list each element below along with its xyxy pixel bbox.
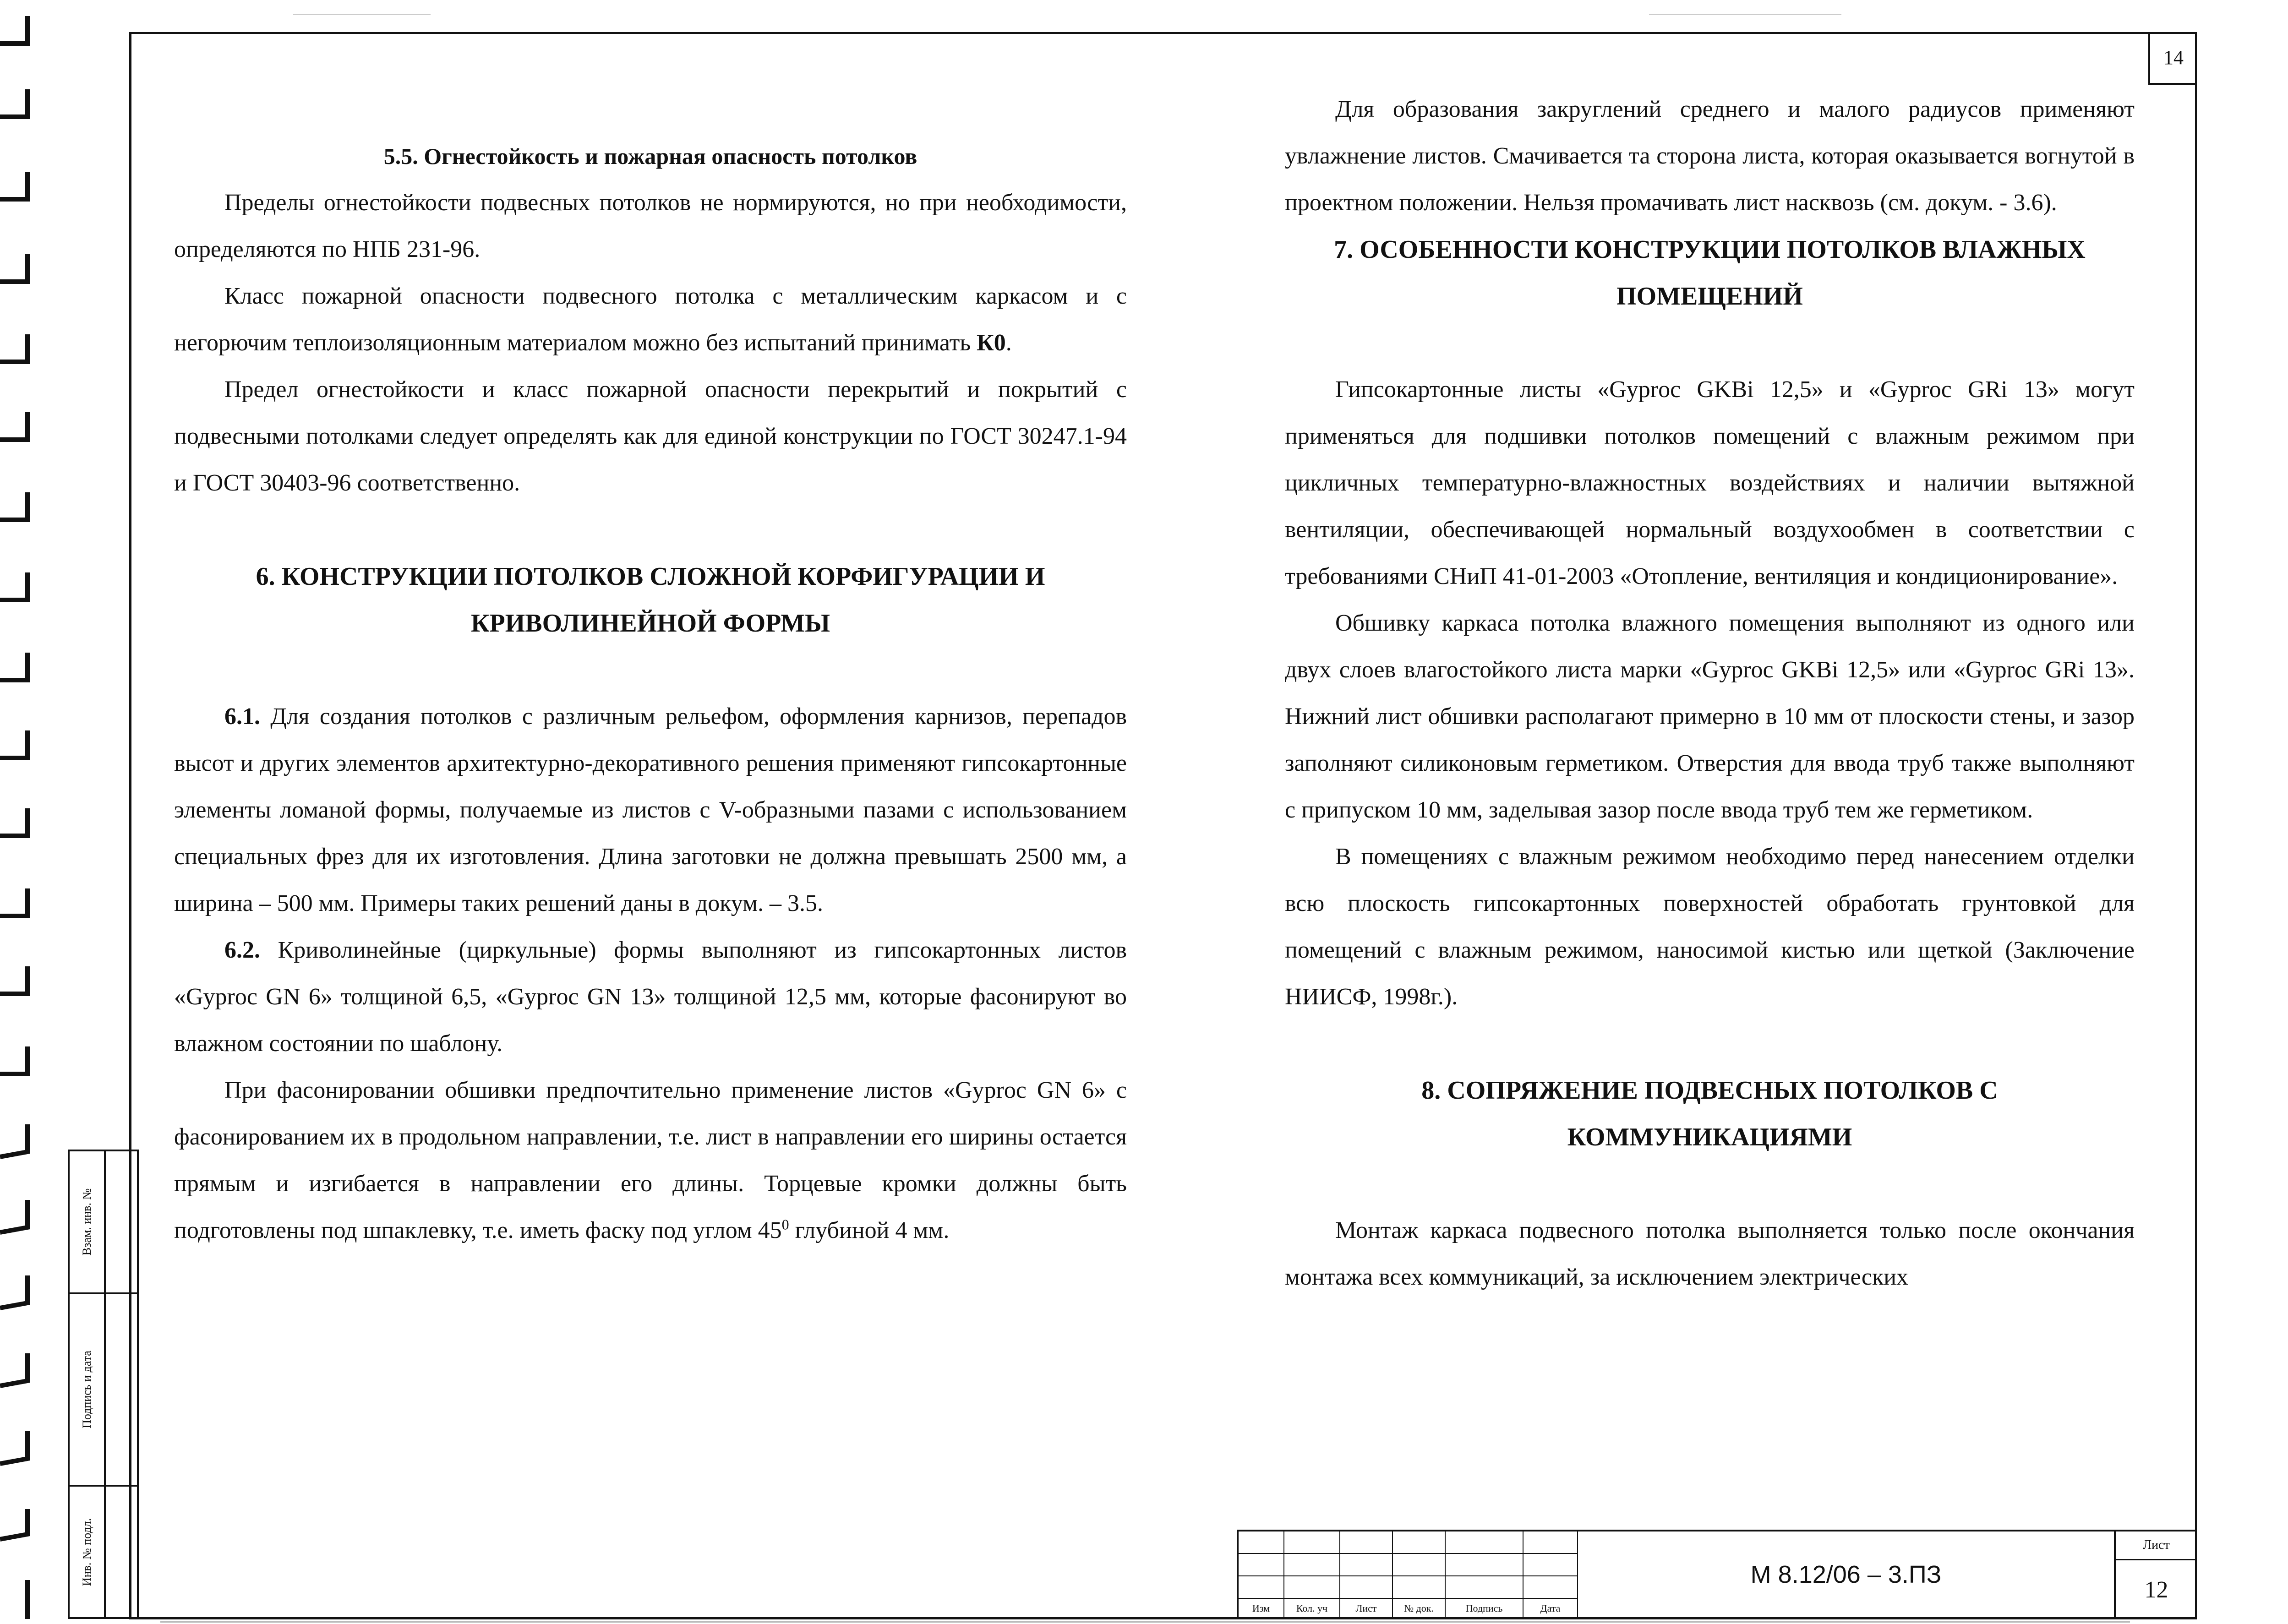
section-6-title-line1: 6. КОНСТРУКЦИИ ПОТОЛКОВ СЛОЖНОЙ КОРФИГУРАЦИИ И (256, 562, 1045, 591)
title-block-row (1239, 1531, 1578, 1554)
side-stamp (68, 1150, 139, 1619)
page-number: 14 (2148, 32, 2197, 85)
header-izm: Изм (1239, 1599, 1284, 1618)
sheet-label: Лист (2116, 1531, 2197, 1560)
stamp-cell-signature-date (70, 1294, 137, 1487)
stamp-label: Подпись и дата (80, 1351, 93, 1428)
paragraph-6-1 (174, 693, 1127, 927)
paragraph-6-2 (174, 927, 1127, 1067)
paragraph: Для образования закруглений среднего и малого радиусов применяют увлажнение листов. Смачивается та сторона листа, которая оказывается вогнутой в проектном положении. Нельзя промачивать лист насквозь (см. докум. - 3.6). (1285, 96, 2135, 216)
section-6-title-line2: КРИВОЛИНЕЙНОЙ ФОРМЫ (470, 609, 830, 638)
sheet-number: 12 (2144, 1576, 2168, 1603)
paragraph-text: Криволинейные (циркульные) формы выполняют из гипсокартонных листов «Gyproc GN 6» толщиной 6,5, «Gyproc GN 13» толщиной 12,5 мм, которые фасонируют во влажном состоянии по шаблону. (174, 937, 1127, 1057)
clause-number: 6.2. (224, 937, 260, 963)
scan-artifact-line (1649, 14, 1841, 15)
paragraph-text: Класс пожарной опасности подвесного потолка с металлическим каркасом и с негорючим теплоизоляционным материалом можно без испытаний принимать (174, 283, 1127, 356)
paragraph (174, 1067, 1127, 1254)
section-8-title-line1: 8. СОПРЯЖЕНИЕ ПОДВЕСНЫХ ПОТОЛКОВ С (1421, 1076, 1998, 1105)
section-8-title-line2: КОММУНИКАЦИЯМИ (1567, 1123, 1852, 1151)
section-7-title-line1: 7. ОСОБЕННОСТИ КОНСТРУКЦИИ ПОТОЛКОВ ВЛАЖНЫХ (1334, 235, 2086, 264)
fire-class-value: К0 (977, 330, 1006, 356)
paragraph-text: Для создания потолков с различным рельефом, оформления карнизов, перепадов высот и других элементов архитектурно-декоративного решения применяют гипсокартонные элементы ломаной формы, получаемые из листов с V-образными пазами с использованием специальных фрез для их изготовления. Длина заготовки не должна превышать 2500 мм, а ширина – 500 мм. Примеры таких решений даны в докум. – 3.5. (174, 703, 1127, 916)
header-kol-uch: Кол. уч (1284, 1599, 1340, 1618)
stamp-label: Взам. инв. № (80, 1188, 93, 1256)
paragraph: Гипсокартонные листы «Gyproc GKBi 12,5» и «Gyproc GRi 13» могут применяться для подшивки потолков помещений с влажным режимом при цикличных температурно-влажностных воздействиях и наличии вытяжной вентиляции, обеспечивающей нормальный воздухообмен в соответствии с требованиями СНиП 41-01-2003 «Отопление, вентиляция и кондиционирование». (1285, 376, 2135, 589)
stamp-label: Инв. № подл. (80, 1518, 93, 1586)
paragraph-text: . (1005, 330, 1012, 356)
scan-artifact-line (293, 14, 431, 15)
paragraph: В помещениях с влажным режимом необходимо перед нанесением отделки всю плоскость гипсокартонных поверхностей обработать грунтовкой для помещений с влажным режимом, наносимой кистью или щеткой (Заключение НИИСФ, 1998г.). (1285, 844, 2135, 1010)
paragraph: Предел огнестойкости и класс пожарной опасности перекрытий и покрытий с подвесными потолками следует определять как для единой конструкции по ГОСТ 30247.1-94 и ГОСТ 30403-96 соответственно. (174, 376, 1127, 496)
paragraph (174, 273, 1127, 366)
clause-number: 6.1. (224, 703, 260, 730)
left-column (174, 133, 1127, 1254)
header-date: Дата (1524, 1599, 1578, 1618)
title-block-row (1239, 1554, 1578, 1576)
paragraph: Обшивку каркаса потолка влажного помещения выполняют из одного или двух слоев влагостойкого листа марки «Gyproc GKBi 12,5» или «Gyproc GRi 13». Нижний лист обшивки располагают примерно в 10 мм от плоскости стены, и зазор заполняют силиконовым герметиком. Отверстия для ввода труб также выполняют с припуском 10 мм, заделывая зазор после ввода труб тем же герметиком. (1285, 610, 2135, 823)
title-block-header-row (1239, 1599, 1578, 1618)
degree-superscript: 0 (781, 1216, 789, 1233)
header-doc-no: № док. (1393, 1599, 1446, 1618)
title-block-row (1239, 1576, 1578, 1599)
paragraph-text: глубиной 4 мм. (795, 1217, 950, 1243)
paragraph: Пределы огнестойкости подвесных потолков не нормируются, но при необходимости, определяются по НПБ 231-96. (174, 190, 1127, 262)
title-block-grid (1237, 1530, 1578, 1618)
sheet-box (2114, 1530, 2197, 1618)
right-column (1285, 86, 2135, 1301)
section-7-title-line2: ПОМЕЩЕНИЙ (1616, 282, 1803, 311)
header-signature: Подпись (1446, 1599, 1524, 1618)
scan-artifact-line (160, 1621, 2130, 1623)
stamp-cell-replace-inv (70, 1151, 137, 1294)
stamp-cell-original-inv (70, 1487, 137, 1617)
binding-marks (0, 0, 64, 1624)
header-list: Лист (1340, 1599, 1393, 1618)
section-5-5-title: 5.5. Огнестойкость и пожарная опасность потолков (383, 143, 917, 169)
paragraph: Монтаж каркаса подвесного потолка выполняется только после окончания монтажа всех коммуникаций, за исключением электрических (1285, 1217, 2135, 1290)
paragraph-text: При фасонировании обшивки предпочтительно применение листов «Gyproc GN 6» с фасонированием их в продольном направлении, т.е. лист в направлении его ширины остается прямым и изгибается в направлении его длины. Торцевые кромки должны быть подготовлены под шпаклевку, т.е. иметь фаску под углом 45 (174, 1077, 1127, 1243)
document-code: М 8.12/06 – 3.ПЗ (1578, 1530, 2114, 1618)
